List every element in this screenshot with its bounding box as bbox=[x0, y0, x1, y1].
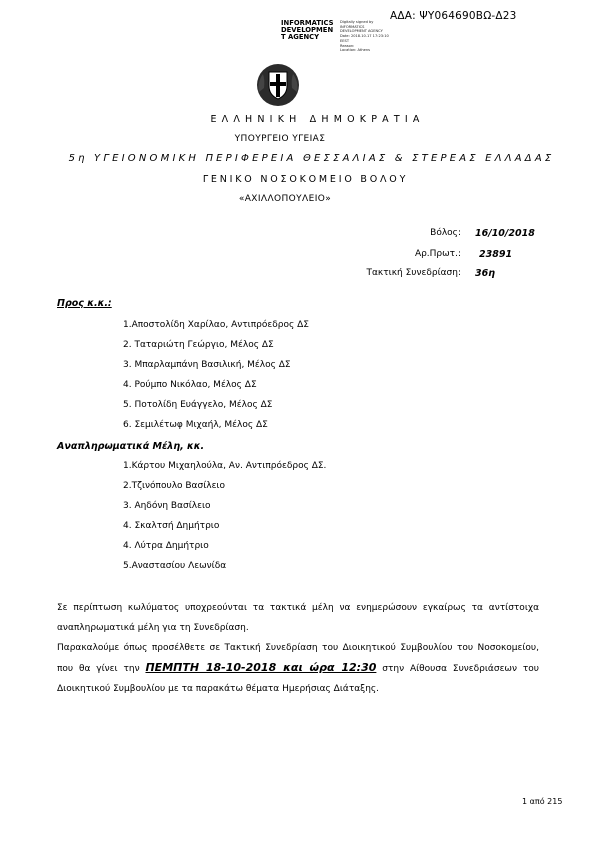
stamp-detail-line: EEST bbox=[340, 38, 350, 43]
alternate-item: 4. Λύτρα Δημήτριο bbox=[123, 541, 209, 551]
hospital-heading: ΓΕΝΙΚΟ ΝΟΣΟΚΟΜΕΙΟ ΒΟΛΟΥ bbox=[202, 174, 409, 185]
signature-stamp-details bbox=[340, 20, 389, 53]
invitation-text-end: στην Αίθουσα Συνεδριάσεων του Διοικητικού Συμβουλίου με τα παρακάτω θέματα Ημερήσιας Διάταξης. bbox=[57, 664, 539, 694]
stamp-detail-line: Digitally signed by bbox=[340, 20, 374, 24]
invitation-text-start: Παρακαλούμε όπως προσέλθετε σε Τακτική Συνεδρίαση του Διοικητικού Συμβουλίου του Νοσοκομείου, που θα γίνει την bbox=[57, 643, 539, 674]
meeting-invitation-paragraph bbox=[57, 638, 539, 699]
stamp-detail-line: DEVELOPMENT AGENCY bbox=[340, 29, 383, 34]
recipients-title: Προς κ.κ.: bbox=[57, 298, 112, 309]
hospital-name: «ΑΧΙΛΛΟΠΟΥΛΕΙΟ» bbox=[238, 194, 332, 204]
recipient-item: 2. Ταταριώτη Γεώργιο, Μέλος ΔΣ bbox=[123, 340, 274, 350]
recipient-item: 6. Σεμιλέτωφ Μιχαήλ, Μέλος ΔΣ bbox=[123, 420, 268, 430]
alternate-item: 5.Αναστασίου Λεωνίδα bbox=[123, 561, 227, 571]
signature-stamp-org bbox=[281, 20, 334, 42]
alternate-item: 2.Τζινόπουλο Βασίλειο bbox=[123, 481, 225, 491]
ada-code: ΑΔΑ: ΨΥ064690ΒΩ-Δ23 bbox=[390, 10, 517, 22]
recipient-item: 4. Ρούμπο Νικόλαο, Μέλος ΔΣ bbox=[123, 380, 257, 390]
session-label: Τακτική Συνεδρίαση: bbox=[366, 268, 461, 278]
meeting-date-time: ΠΕΜΠΤΗ 18-10-2018 και ώρα 12:30 bbox=[145, 661, 377, 674]
alternate-item: 3. Αηδόνη Βασίλειο bbox=[123, 501, 211, 511]
stamp-org-line: DEVELOPMEN bbox=[281, 26, 334, 35]
alternate-item: 4. Σκαλτσή Δημήτριο bbox=[123, 521, 220, 531]
protocol-label: Αρ.Πρωτ.: bbox=[414, 249, 461, 259]
alternates-title: Αναπληρωματικά Μέλη, κκ. bbox=[57, 441, 205, 452]
recipient-item: 5. Ποτολίδη Ευάγγελο, Μέλος ΔΣ bbox=[123, 400, 273, 410]
stamp-detail-line: Date: 2018.10.17 17:23:10 bbox=[340, 34, 389, 39]
republic-heading: ΕΛΛΗΝΙΚΗ ΔΗΜΟΚΡΑΤΙΑ bbox=[210, 114, 425, 125]
protocol-number: 23891 bbox=[479, 249, 513, 260]
region-heading: 5η ΥΓΕΙΟΝΟΜΙΚΗ ΠΕΡΙΦΕΡΕΙΑ ΘΕΣΣΑΛΙΑΣ & ΣΤΕΡΕΑΣ ΕΛΛΑΔΑΣ bbox=[68, 153, 555, 164]
stamp-org-line: T AGENCY bbox=[281, 33, 320, 42]
recipient-item: 1.Αποστολίδη Χαρίλαο, Αντιπρόεδρος ΔΣ bbox=[123, 320, 309, 330]
document-date: 16/10/2018 bbox=[475, 228, 535, 239]
ministry-heading: ΥΠΟΥΡΓΕΙΟ ΥΓΕΙΑΣ bbox=[234, 134, 326, 144]
stamp-org-line: INFORMATICS bbox=[281, 19, 334, 27]
stamp-detail-line: Location: Athens bbox=[340, 48, 370, 53]
place-label: Βόλος: bbox=[430, 228, 461, 238]
session-number: 36η bbox=[475, 268, 495, 279]
stamp-detail-line: Reason: bbox=[340, 43, 355, 48]
page-number: 1 από 215 bbox=[522, 797, 563, 806]
greek-coat-of-arms-emblem bbox=[255, 62, 301, 108]
recipient-item: 3. Μπαρλαμπάνη Βασιλική, Μέλος ΔΣ bbox=[123, 360, 291, 370]
stamp-detail-line: INFORMATICS bbox=[340, 24, 365, 29]
absence-notice-paragraph: Σε περίπτωση κωλύματος υποχρεούνται τα τακτικά μέλη να ενημερώσουν εγκαίρως τα αντίστοιχα αναπληρωματικά μέλη για τη Συνεδρίαση. bbox=[57, 603, 539, 633]
alternate-item: 1.Κάρτου Μιχαηλούλα, Αν. Αντιπρόεδρος ΔΣ. bbox=[123, 461, 327, 471]
